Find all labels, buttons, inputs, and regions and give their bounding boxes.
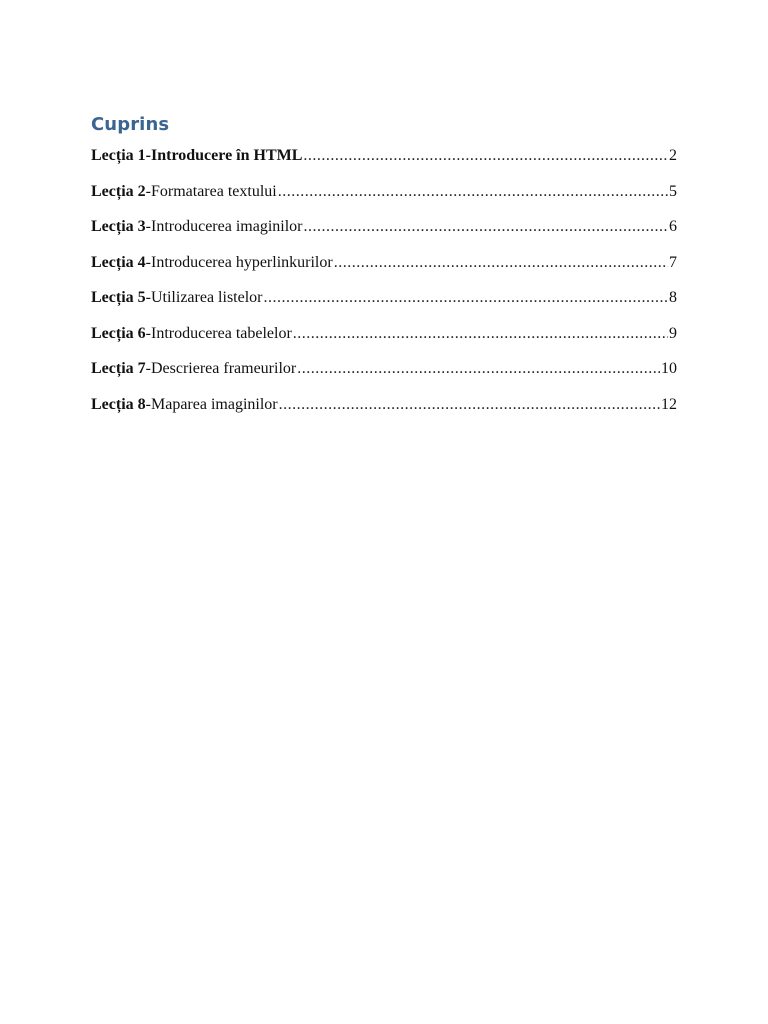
toc-entry-lesson: Lecția 3 xyxy=(91,218,146,235)
toc-entry-lesson: Lecția 5 xyxy=(91,289,146,306)
toc-entry-topic: Formatarea textului xyxy=(150,182,277,200)
dot-leader xyxy=(297,360,660,378)
toc-entry-page-number: 10 xyxy=(661,360,677,377)
toc-entry-2[interactable] xyxy=(91,183,677,219)
toc-entry-separator: - xyxy=(145,182,151,200)
dot-leader xyxy=(278,183,668,201)
toc-entry-topic: Introducere în HTML xyxy=(150,147,303,164)
toc-entry-page-number: 8 xyxy=(669,289,677,306)
toc-entry-topic: Introducerea hyperlinkurilor xyxy=(150,253,333,271)
toc-entry-1[interactable] xyxy=(91,147,677,183)
toc-entry-lesson: Lecția 1 xyxy=(91,147,146,164)
dot-leader xyxy=(279,396,660,414)
toc-entry-page-number: 6 xyxy=(669,218,677,235)
toc-entry-separator: - xyxy=(145,218,151,235)
toc-entry-topic: Introducerea tabelelor xyxy=(150,324,292,342)
toc-entry-lesson: Lecția 4 xyxy=(91,253,146,271)
toc-entry-topic: Introducerea imaginilor xyxy=(150,218,303,235)
toc-entry-lesson: Lecția 8 xyxy=(91,395,146,413)
toc-entry-page-number: 7 xyxy=(669,253,677,271)
toc-entry-page-number: 2 xyxy=(669,147,677,164)
toc-entry-8[interactable] xyxy=(91,396,677,432)
toc-entry-page-number: 12 xyxy=(661,395,677,413)
toc-entry-lesson: Lecția 7 xyxy=(91,360,146,377)
toc-entry-5[interactable] xyxy=(91,289,677,325)
toc-entry-4[interactable] xyxy=(91,254,677,290)
toc-entry-topic: Maparea imaginilor xyxy=(150,395,278,413)
toc-entry-topic: Descrierea frameurilor xyxy=(150,360,297,377)
toc-entry-topic: Utilizarea listelor xyxy=(150,289,263,306)
toc-heading: Cuprins xyxy=(91,114,170,135)
toc-entry-separator: - xyxy=(145,324,151,342)
toc-entry-lesson: Lecția 2 xyxy=(91,182,146,200)
toc-entry-separator: - xyxy=(145,395,151,413)
toc-entry-lesson: Lecția 6 xyxy=(91,324,146,342)
table-of-contents xyxy=(91,147,677,431)
toc-entry-7[interactable] xyxy=(91,360,677,396)
dot-leader xyxy=(303,147,668,165)
toc-entry-separator: - xyxy=(145,253,151,271)
toc-entry-page-number: 5 xyxy=(669,182,677,200)
dot-leader xyxy=(334,254,668,272)
toc-entry-page-number: 9 xyxy=(669,324,677,342)
toc-entry-6[interactable] xyxy=(91,325,677,361)
toc-entry-separator: - xyxy=(145,147,151,164)
toc-entry-separator: - xyxy=(145,360,151,377)
dot-leader xyxy=(293,325,668,343)
dot-leader xyxy=(303,218,668,236)
dot-leader xyxy=(264,289,669,307)
toc-entry-separator: - xyxy=(145,289,151,306)
toc-entry-3[interactable] xyxy=(91,218,677,254)
